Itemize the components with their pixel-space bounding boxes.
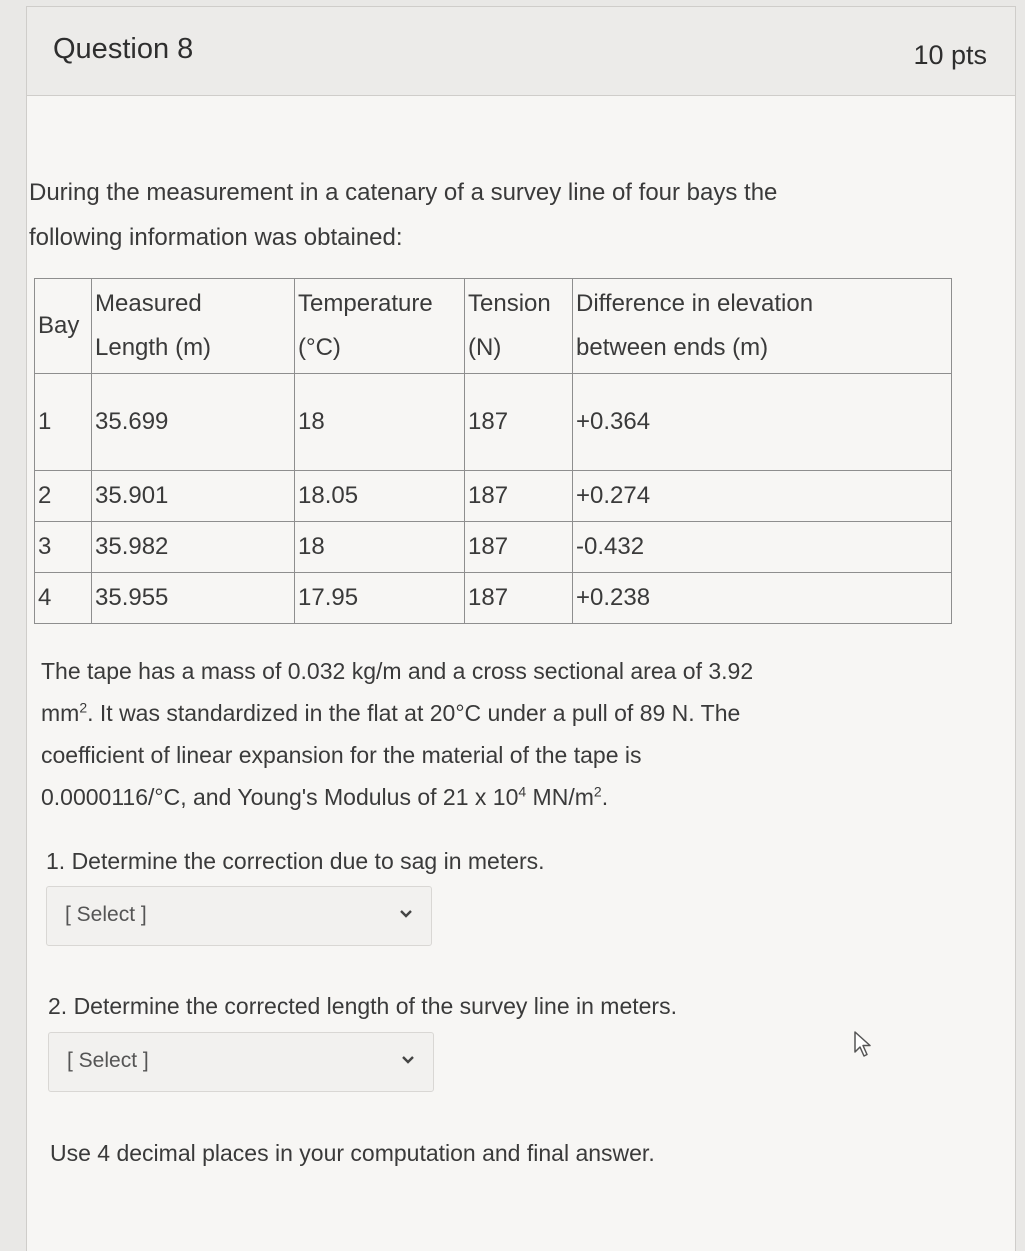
- header-elevation-difference: Difference in elevation between ends (m): [573, 279, 952, 374]
- cell-tension: 187: [465, 573, 573, 624]
- cell-elevation-difference: +0.364: [573, 374, 952, 471]
- table-row: [35, 471, 952, 522]
- cell-temperature: 18: [295, 522, 465, 573]
- cell-temperature: 18.05: [295, 471, 465, 522]
- sub-question-1-text: 1. Determine the correction due to sag in meters.: [46, 848, 545, 874]
- question-intro: [29, 170, 929, 260]
- cell-temperature: 18: [295, 374, 465, 471]
- cell-tension: 187: [465, 471, 573, 522]
- cell-length: 35.901: [92, 471, 295, 522]
- answer-2-select[interactable]: [48, 1032, 434, 1092]
- cell-tension: 187: [465, 374, 573, 471]
- cell-elevation-difference: +0.238: [573, 573, 952, 624]
- cell-tension: 187: [465, 522, 573, 573]
- cell-length: 35.955: [92, 573, 295, 624]
- measurement-table: [34, 278, 952, 624]
- table-row: [35, 374, 952, 471]
- cell-temperature: 17.95: [295, 573, 465, 624]
- cell-bay: 4: [35, 573, 92, 624]
- header-tension: Tension (N): [465, 279, 573, 374]
- intro-line: During the measurement in a catenary of a survey line of four bays the: [29, 179, 778, 206]
- table-row: [35, 573, 952, 624]
- question-header: [27, 7, 1015, 96]
- cell-elevation-difference: -0.432: [573, 522, 952, 573]
- header-bay: Bay: [35, 279, 92, 374]
- cell-elevation-difference: +0.274: [573, 471, 952, 522]
- question-points: 10 pts: [913, 40, 987, 70]
- cell-length: 35.699: [92, 374, 295, 471]
- chevron-down-icon: [401, 1055, 415, 1065]
- cell-bay: 3: [35, 522, 92, 573]
- tape-description: The tape has a mass of 0.032 kg/m and a cross sectional area of 3.92 $mm^2$. It was standardized in the flat at 20°C under a pull of 89 N. The coefficient of linear expansion for the material of the tape is 0.0000116/°C, and Young's Modulus of 21 x $10^4$ $MN/m^2$.: [41, 658, 754, 810]
- header-length: Measured Length (m): [92, 279, 295, 374]
- instruction-note: Use 4 decimal places in your computation and final answer.: [50, 1140, 655, 1166]
- question-title: Question 8: [53, 33, 194, 65]
- cell-length: 35.982: [92, 522, 295, 573]
- intro-line: following information was obtained:: [29, 224, 403, 251]
- cell-bay: 1: [35, 374, 92, 471]
- sub-question-2-text: 2. Determine the corrected length of the survey line in meters.: [48, 993, 677, 1019]
- cell-bay: 2: [35, 471, 92, 522]
- answer-1-select[interactable]: [46, 886, 432, 946]
- select-value: [ Select ]: [65, 903, 147, 926]
- table-row: [35, 522, 952, 573]
- select-value: [ Select ]: [67, 1049, 149, 1072]
- table-header-row: [35, 279, 952, 374]
- header-temperature: Temperature (°C): [295, 279, 465, 374]
- mouse-pointer-icon: [852, 1030, 874, 1058]
- chevron-down-icon: [399, 909, 413, 919]
